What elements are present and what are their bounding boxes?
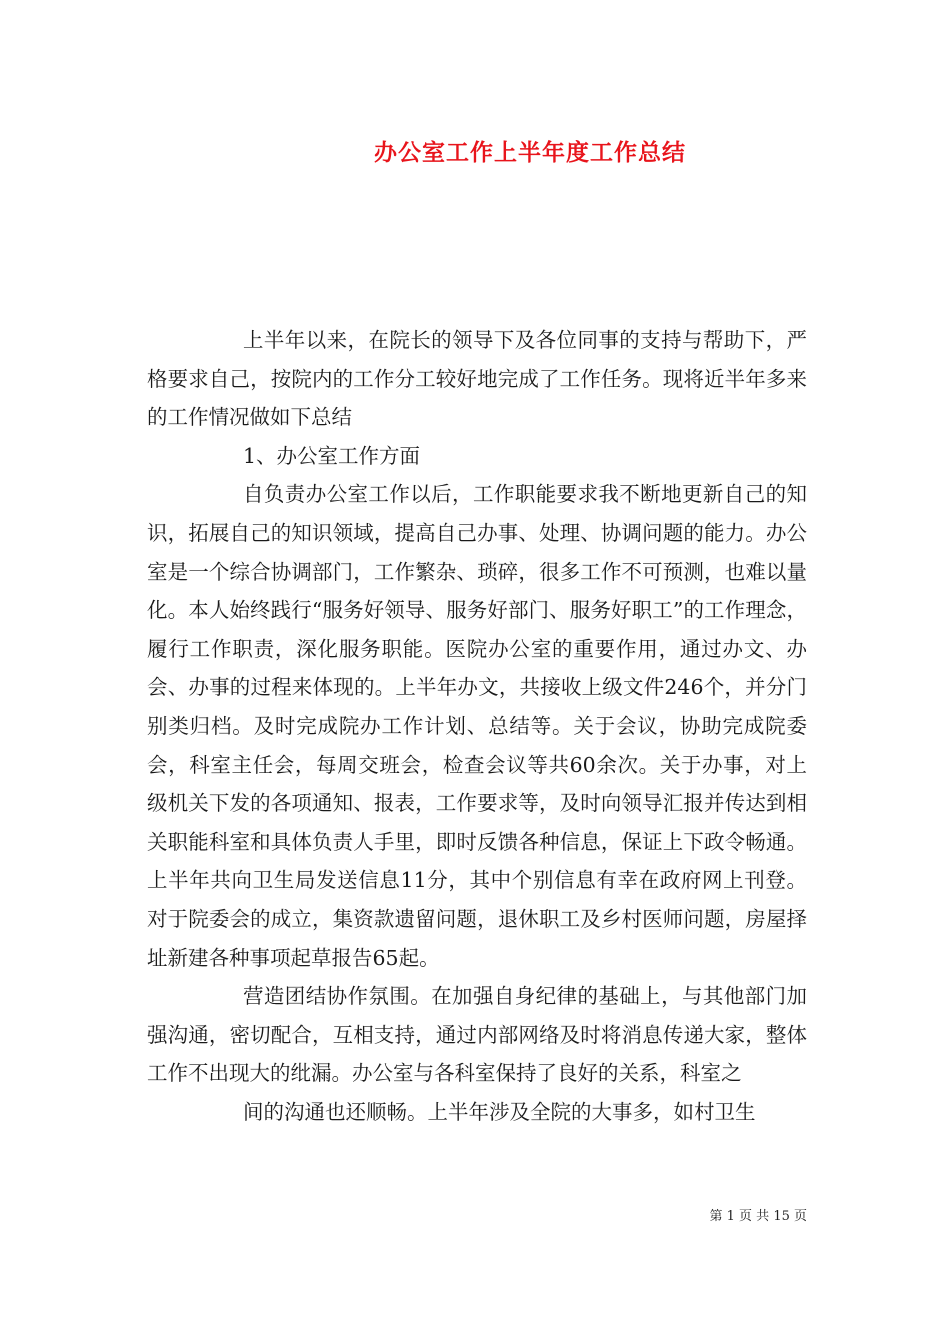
page-number-footer: 第 1 页 共 15 页	[709, 1209, 807, 1224]
paragraph-office-duties: 自负责办公室工作以后，工作职能要求我不断地更新自己的知识，拓展自己的知识领域，提高自己办事、处理、协调问题的能力。办公室是一个综合协调部门，工作繁杂、琐碎，很多工作不可预测，也难以量化。本人始终践行“服务好领导、服务好部门、服务好职工”的工作理念，履行工作职责，深化服务职能。医院办公室的重要作用，通过办文、办会、办事的过程来体现的。上半年办文，共接收上级文件246个，并分门别类归档。及时完成院办工作计划、总结等。关于会议，协助完成院委会，科室主任会，每周交班会，检查会议等共60余次。关于办事，对上级机关下发的各项通知、报表，工作要求等，及时向领导汇报并传达到相关职能科室和具体负责人手里，即时反馈各种信息，保证上下政令畅通。上半年共向卫生局发送信息11分，其中个别信息有幸在政府网上刊登。对于院委会的成立，集资款遗留问题，退休职工及乡村医师问题，房屋择址新建各种事项起草报告65起。	[147, 482, 807, 970]
paragraph-teamwork: 营造团结协作氛围。在加强自身纪律的基础上，与其他部门加强沟通，密切配合，互相支持，通过内部网络及时将消息传递大家，整体工作不出现大的纰漏。办公室与各科室保持了良好的关系，科室之	[147, 984, 807, 1086]
document-body	[147, 321, 807, 1131]
paragraph-communication: 间的沟通也还顺畅。上半年涉及全院的大事多，如村卫生	[243, 1099, 756, 1124]
document-title: 办公室工作上半年度工作总结	[374, 139, 686, 166]
paragraph-intro: 上半年以来，在院长的领导下及各位同事的支持与帮助下，严格要求自己，按院内的工作分工较好地完成了工作任务。现将近半年多来的工作情况做如下总结	[147, 328, 807, 430]
section-heading-office-work: 1、办公室工作方面	[243, 443, 421, 468]
